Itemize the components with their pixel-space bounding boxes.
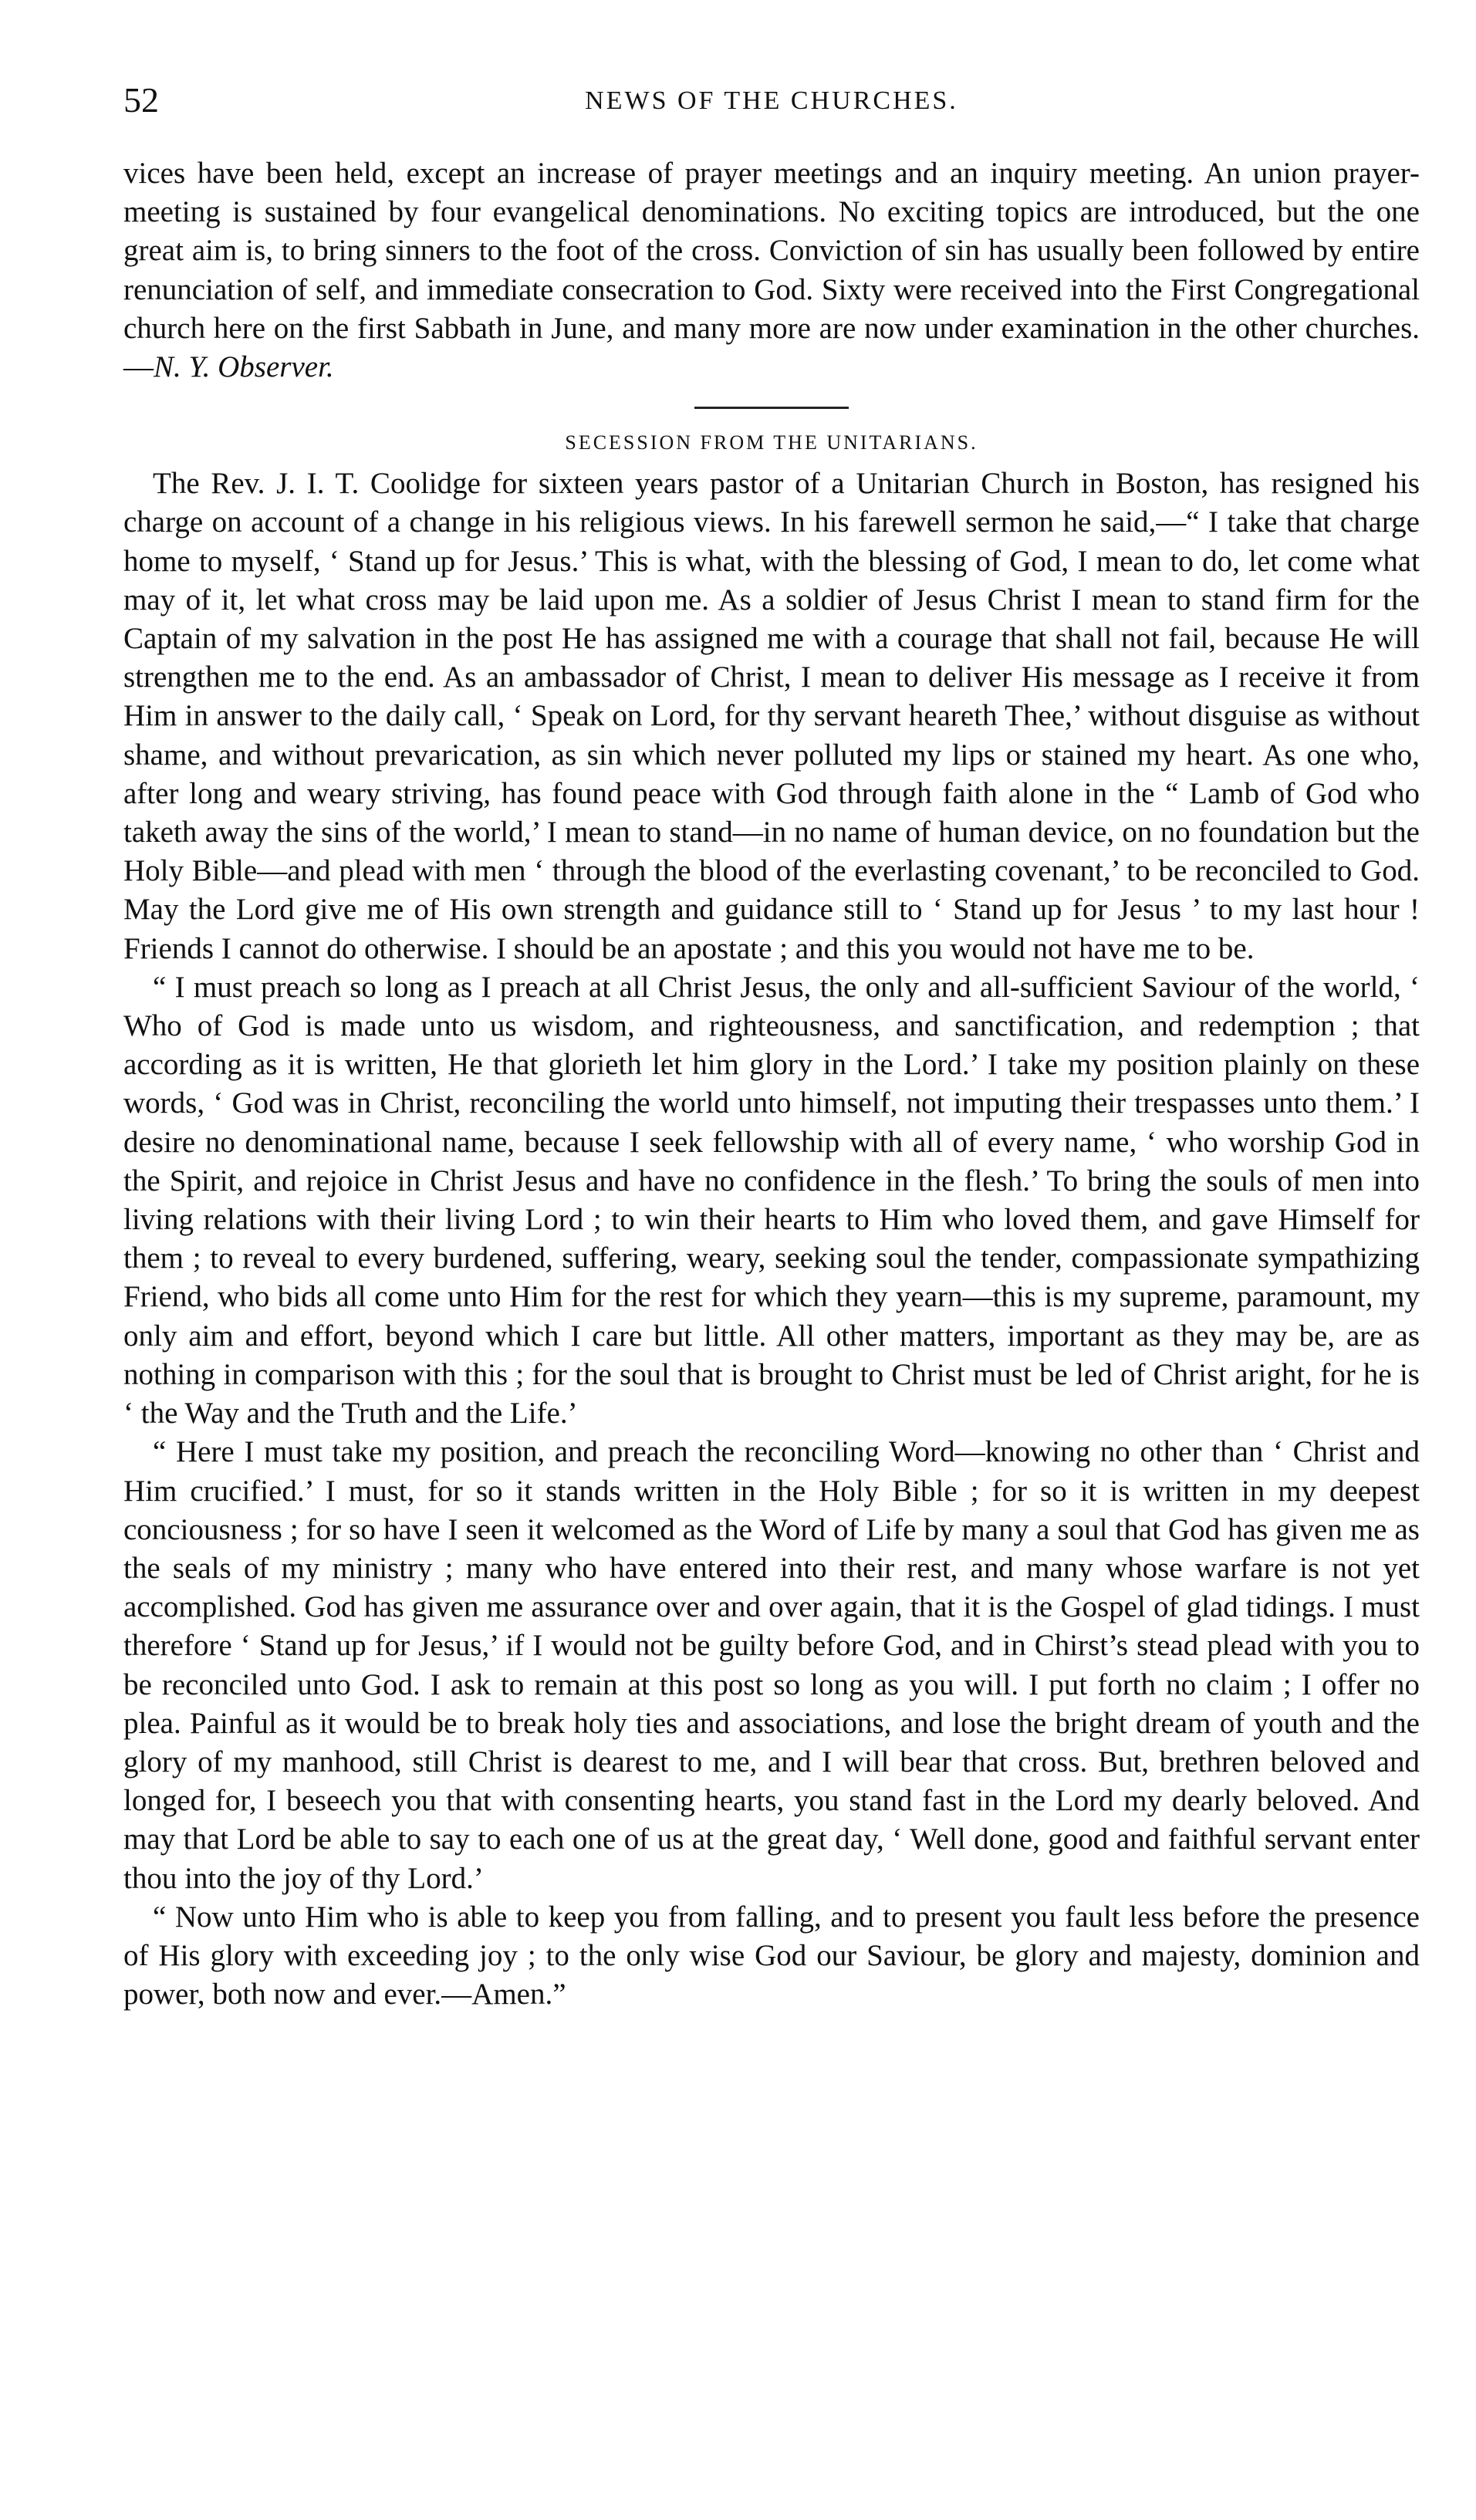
section-paragraph-4: “ Now unto Him who is able to keep you from falling, and to present you fault less before the presence of His glory with exceeding joy ; to the only wise God our Saviour, be glory and majesty, dominion and power, both now and ever.—Amen.” — [123, 1900, 1420, 2012]
page — [123, 77, 1420, 2014]
section-paragraph-2: “ I must preach so long as I preach at all Christ Jesus, the only and all-sufficient Saviour of the world, ‘ Who of God is made unto us wisdom, and righteousness, and sanctification, and redemption ; that according as it is written, He that glorieth let him glory in the Lord.’ I take my position plainly on these words, ‘ God was in Christ, reconciling the world unto himself, not imputing their trespasses unto them.’ I desire no denominational name, because I seek fellowship with all of every name, ‘ who worship God in the Spirit, and rejoice in Christ Jesus and have no confidence in the flesh.’ To bring the souls of men into living relations with their living Lord ; to win their hearts to Him who loved them, and gave Himself for them ; to reveal to every burdened, suffering, weary, seeking soul the tender, compassionate sympathizing Friend, who bids all come unto Him for the rest for which they yearn—this is my supreme, paramount, my only aim and effort, beyond which I care but little. All other matters, important as they may be, are as nothing in comparison with this ; for the soul that is brought to Christ must be led of Christ aright, for he is ‘ the Way and the Truth and the Life.’ — [123, 970, 1420, 1431]
article-source: N. Y. Observer. — [154, 350, 334, 384]
continued-article-paragraph — [123, 154, 1420, 387]
page-number: 52 — [123, 80, 159, 120]
section-divider — [694, 407, 849, 409]
running-title: NEWS OF THE CHURCHES. — [585, 86, 958, 115]
page-body — [123, 154, 1420, 2014]
page-header — [123, 77, 1420, 131]
continued-article-text: vices have been held, except an increase of prayer meetings and an inquiry meeting. An union prayer-meeting is sustained by four evangelical denominations. No exciting topics are introduced, but the one great aim is, to bring sinners to the foot of the cross. Conviction of sin has usually been followed by entire renunciation of self, and immediate consecration to God. Sixty were received into the First Congregational church here on the first Sabbath in June, and many more are now under examination in the other churches.— — [123, 157, 1420, 384]
section-paragraph-3: “ Here I must take my position, and preach the reconciling Word—knowing no other than ‘ Christ and Him crucified.’ I must, for so it stands written in the Holy Bible ; for so it is written in my deepest conciousness ; for so have I seen it welcomed as the Word of Life by many a soul that God has given me as the seals of my ministry ; many who have entered into their rest, and many whose warfare is not yet accomplished. God has given me assurance over and over again, that it is the Gospel of glad tidings. I must therefore ‘ Stand up for Jesus,’ if I would not be guilty before God, and in Chirst’s stead plead with you to be reconciled unto God. I ask to remain at this post so long as you will. I put forth no claim ; I offer no plea. Painful as it would be to break holy ties and associations, and lose the bright dream of youth and the glory of my manhood, still Christ is dearest to me, and I will bear that cross. But, brethren beloved and longed for, I beseech you that with consenting hearts, you stand fast in the Lord my dearly beloved. And may that Lord be able to say to each one of us at the great day, ‘ Well done, good and faithful servant enter thou into the joy of thy Lord.’ — [123, 1435, 1420, 1895]
section-title: SECESSION FROM THE UNITARIANS. — [565, 431, 978, 454]
section-paragraph-1: The Rev. J. I. T. Coolidge for sixteen years pastor of a Unitarian Church in Boston, has resigned his charge on account of a change in his religious views. In his farewell sermon he said,—“ I take that charge home to myself, ‘ Stand up for Jesus.’ This is what, with the blessing of God, I mean to do, let come what may of it, let what cross may be laid upon me. As a soldier of Jesus Christ I mean to stand firm for the Captain of my salvation in the post He has assigned me with a courage that shall not fail, because He will strengthen me to the end. As an ambassador of Christ, I mean to deliver His message as I receive it from Him in answer to the daily call, ‘ Speak on Lord, for thy servant heareth Thee,’ without disguise as without shame, and without prevarication, as sin which never polluted my lips or stained my heart. As one who, after long and weary striving, has found peace with God through faith alone in the “ Lamb of God who taketh away the sins of the world,’ I mean to stand—in no name of human device, on no foundation but the Holy Bible—and plead with men ‘ through the blood of the everlasting covenant,’ to be reconciled to God. May the Lord give me of His own strength and guidance still to ‘ Stand up for Jesus ’ to my last hour ! Friends I cannot do otherwise. I should be an apostate ; and this you would not have me to be. — [123, 467, 1420, 965]
